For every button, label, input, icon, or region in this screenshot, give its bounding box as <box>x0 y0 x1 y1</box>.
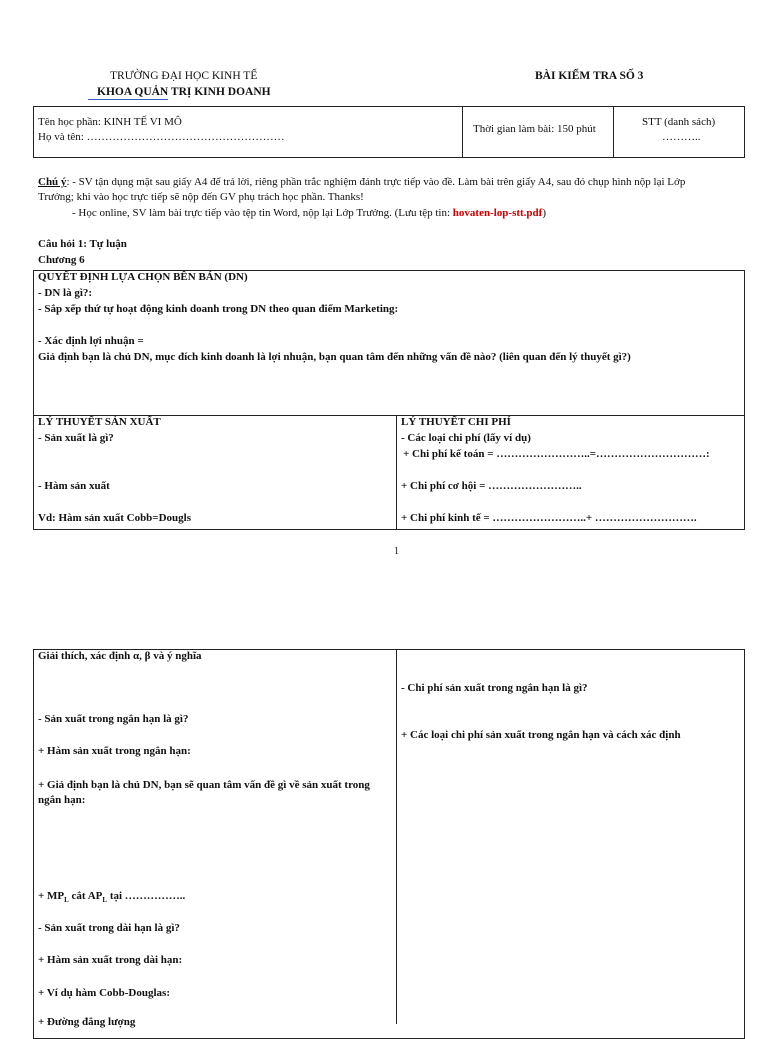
cost-q3: + Chi phí cơ hội = …………………….. <box>401 480 582 492</box>
university-name: TRƯỜNG ĐẠI HỌC KINH TẾ <box>110 70 258 82</box>
page-number: 1 <box>394 546 399 557</box>
page2-right-item-0: - Chi phí sản xuất trong ngắn hạn là gì? <box>401 682 588 694</box>
note-line-1 <box>38 176 685 188</box>
page2-left-item-2: + Hàm sản xuất trong ngắn hạn: <box>38 745 191 757</box>
student-name-field: Họ và tên: ……………………………………………… <box>38 131 285 143</box>
page2-left-item-3: + Giả định bạn là chủ DN, bạn sẽ quan tâm vấn đề gì về sản xuất trong ngắn hạn: <box>38 779 370 806</box>
cost-q4: + Chi phí kinh tế = ……………………..+ ………………………. <box>401 512 697 524</box>
chapter-label: Chương 6 <box>38 254 85 266</box>
file-name-hint: hovaten-lop-stt.pdf <box>452 207 543 219</box>
stt-label: STT (danh sách) <box>642 116 716 128</box>
stt-dots: ……….. <box>662 131 701 143</box>
question-title: Câu hỏi 1: Tự luận <box>38 238 127 250</box>
exam-title: BÀI KIỂM TRA SỐ 3 <box>535 70 644 82</box>
page2-column-divider <box>396 649 397 1024</box>
exam-duration: Thời gian làm bài: 150 phút <box>473 123 596 135</box>
note-text-3-end: ) <box>542 207 547 219</box>
page2-right-item-1: + Các loại chi phí sản xuất trong ngắn hạn và cách xác định <box>401 729 681 741</box>
mp-mid: cắt AP <box>68 890 103 902</box>
section1-q2: - Sắp xếp thứ tự hoạt động kinh doanh trong DN theo quan điểm Marketing: <box>38 303 399 315</box>
mp-sub: L <box>64 896 69 905</box>
section1-q4: Giả định bạn là chủ DN, mục đích kinh doanh là lợi nhuận, bạn quan tâm đến những vấn đề nào? (liên quan đến lý thuyết gì?) <box>38 351 631 363</box>
ap-sub: L <box>102 896 108 905</box>
page2-left-item-0: Giải thích, xác định α, β và ý nghĩa <box>38 650 202 662</box>
column-divider <box>396 415 397 530</box>
production-q2: - Hàm sản xuất <box>38 480 110 492</box>
cost-q2: + Chi phí kế toán = ……………………..=…………………………: <box>403 448 710 460</box>
cost-q1: - Các loại chi phí (lấy ví dụ) <box>401 432 531 444</box>
note-label: Chú ý <box>38 176 67 188</box>
mp-prefix: + MP <box>38 890 65 902</box>
note-line-2: Trưởng; khi vào học trực tiếp sẽ nộp đến GV phụ trách học phần. Thanks! <box>38 191 364 203</box>
page2-left-item-5: + Hàm sản xuất trong dài hạn: <box>38 954 183 966</box>
mp-suffix: tại …………….. <box>107 890 186 902</box>
cost-theory-heading: LÝ THUYẾT CHI PHÍ <box>401 416 511 428</box>
info-divider-1 <box>462 106 463 158</box>
note-line-3 <box>72 207 546 219</box>
section1-q1: - DN là gì?: <box>38 287 93 299</box>
production-theory-heading: LÝ THUYẾT SẢN XUẤT <box>38 416 161 428</box>
page2-left-item-6: + Ví dụ hàm Cobb-Douglas: <box>38 987 170 999</box>
course-name: Tên học phần: KINH TẾ VI MÔ <box>38 116 182 128</box>
production-q1: - Sản xuất là gì? <box>38 432 114 444</box>
page2-left-item-1: - Sản xuất trong ngắn hạn là gì? <box>38 713 189 725</box>
page2-table <box>33 649 745 1039</box>
page2-mp-ap-line <box>38 890 185 904</box>
faculty-underline <box>88 99 168 100</box>
page2-left-item-7: + Đường đẳng lượng <box>38 1016 136 1028</box>
note-text-3: - Học online, SV làm bài trực tiếp vào tệp tin Word, nộp lại Lớp Trưởng. (Lưu tệp tin: <box>72 207 453 219</box>
page2-left-item-4: - Sản xuất trong dài hạn là gì? <box>38 922 180 934</box>
info-divider-2 <box>613 106 614 158</box>
note-text-1: : - SV tận dụng mặt sau giấy A4 để trả lời, riêng phần trắc nghiệm đánh trực tiếp vào đề. Làm bài trên giấy A4, sau đó chụp hình nộp lại Lớp <box>66 176 686 188</box>
section1-heading: QUYẾT ĐỊNH LỰA CHỌN BÊN BÁN (DN) <box>38 271 248 283</box>
production-q3: Vd: Hàm sản xuất Cobb=Dougls <box>38 512 191 524</box>
faculty-name: KHOA QUẢN TRỊ KINH DOANH <box>97 86 271 98</box>
section1-q3: - Xác định lợi nhuận = <box>38 335 144 347</box>
